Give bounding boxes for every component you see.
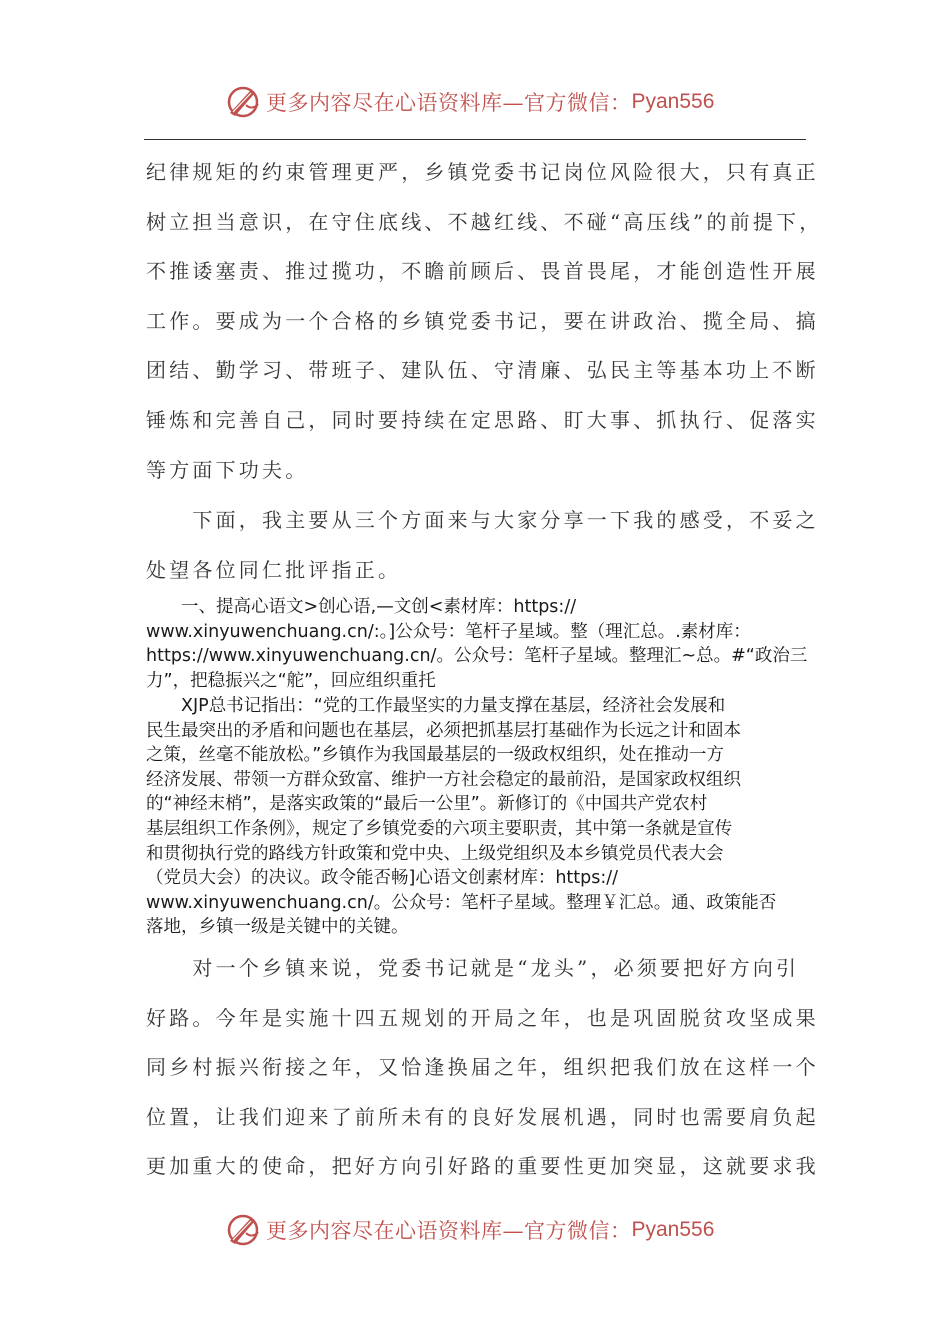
text-line: www.xinyuwenchuang.cn/:。]公众号：笔杆子星域。整（理汇总。.素材库： — [146, 621, 751, 642]
text-line: （党员大会）的决议。政令能否畅]心语文创素材库：https:// — [146, 868, 619, 889]
text-line: 团结、勤学习、带班子、建队伍、守清廉、弘民主等基本功上不断 — [146, 358, 819, 383]
banner-wechat-id: Pyan556 — [631, 1218, 715, 1241]
text-line: 工作。要成为一个合格的乡镇党委书记，要在讲政治、揽全局、搞 — [146, 308, 819, 333]
text-line: 好路。今年是实施十四五规划的开局之年，也是巩固脱贫攻坚成果 — [146, 1005, 819, 1030]
text-line: 力”，把稳振兴之“舵”，回应组织重托 — [146, 670, 436, 691]
banner-wechat-id: Pyan556 — [631, 90, 715, 113]
text-line: https://www.xinyuwenchuang.cn/。公众号：笔杆子星域。整理汇~总。#“政治三 — [146, 646, 808, 667]
text-line: 基层组织工作条例》，规定了乡镇党委的六项主要职责，其中第一条就是宣传 — [146, 818, 733, 839]
pen-in-circle-icon — [224, 83, 262, 121]
text-line: 位置，让我们迎来了前所未有的良好发展机遇，同时也需要肩负起 — [146, 1104, 819, 1129]
text-line: 之策，丝毫不能放松。”乡镇作为我国最基层的一级政权组织，处在推动一方 — [146, 745, 724, 766]
text-line: 锤炼和完善自己，同时要持续在定思路、盯大事、抓执行、促落实 — [146, 407, 819, 432]
text-line: www.xinyuwenchuang.cn/。公众号：笔杆子星域。整理￥汇总。通、政策能否 — [146, 892, 777, 913]
banner-text: 更多内容尽在心语资料库—官方微信： — [266, 1219, 632, 1243]
text-line: XJP总书记指出：“党的工作最坚实的力量支撑在基层，经济社会发展和 — [146, 696, 726, 716]
header-divider — [144, 139, 806, 140]
text-line: 对一个乡镇来说，党委书记就是“龙头”，必须要把好方向引 — [146, 956, 800, 980]
text-line: 下面，我主要从三个方面来与大家分享一下我的感受，不妥之 — [146, 508, 819, 532]
text-line: 民生最突出的矛盾和问题也在基层，必须把抓基层打基础作为长远之计和固本 — [146, 720, 741, 741]
text-line: 更加重大的使命，把好方向引好路的重要性更加突显，这就要求我 — [146, 1154, 819, 1179]
text-line: 落地，乡镇一级是关键中的关键。 — [146, 917, 409, 938]
pen-in-circle-icon — [224, 1211, 262, 1249]
text-line: 同乡村振兴衔接之年，又恰逢换届之年，组织把我们放在这样一个 — [146, 1055, 819, 1080]
text-line: 等方面下功夫。 — [146, 457, 309, 482]
text-line: 不推诿塞责、推过揽功，不瞻前顾后、畏首畏尾，才能创造性开展 — [146, 259, 819, 284]
text-line: 树立担当意识，在守住底线、不越红线、不碰“高压线”的前提下， — [146, 209, 823, 234]
paragraph-3-heading — [146, 595, 808, 693]
header-banner — [224, 82, 714, 122]
text-line: 和贯彻执行党的路线方针政策和党中央、上级党组织及本乡镇党员代表大会 — [146, 843, 724, 864]
text-line: 处望各位同仁批评指正。 — [146, 557, 402, 582]
text-line: 纪律规矩的约束管理更严，乡镇党委书记岗位风险很大，只有真正 — [146, 160, 819, 184]
paragraph-2 — [146, 496, 819, 595]
footer-banner — [224, 1210, 714, 1250]
banner-text: 更多内容尽在心语资料库—官方微信： — [266, 91, 632, 115]
paragraph-1 — [146, 148, 823, 495]
paragraph-5 — [146, 944, 819, 1192]
text-line: 一、提高心语文>创心语,—文创<素材库：https:// — [146, 597, 577, 617]
text-line: 经济发展、带领一方群众致富、维护一方社会稳定的最前沿，是国家政权组织 — [146, 769, 741, 790]
text-line: 的“神经末梢”，是落实政策的“最后一公里”。新修订的《中国共产党农村 — [146, 794, 708, 815]
paragraph-4 — [146, 694, 808, 940]
